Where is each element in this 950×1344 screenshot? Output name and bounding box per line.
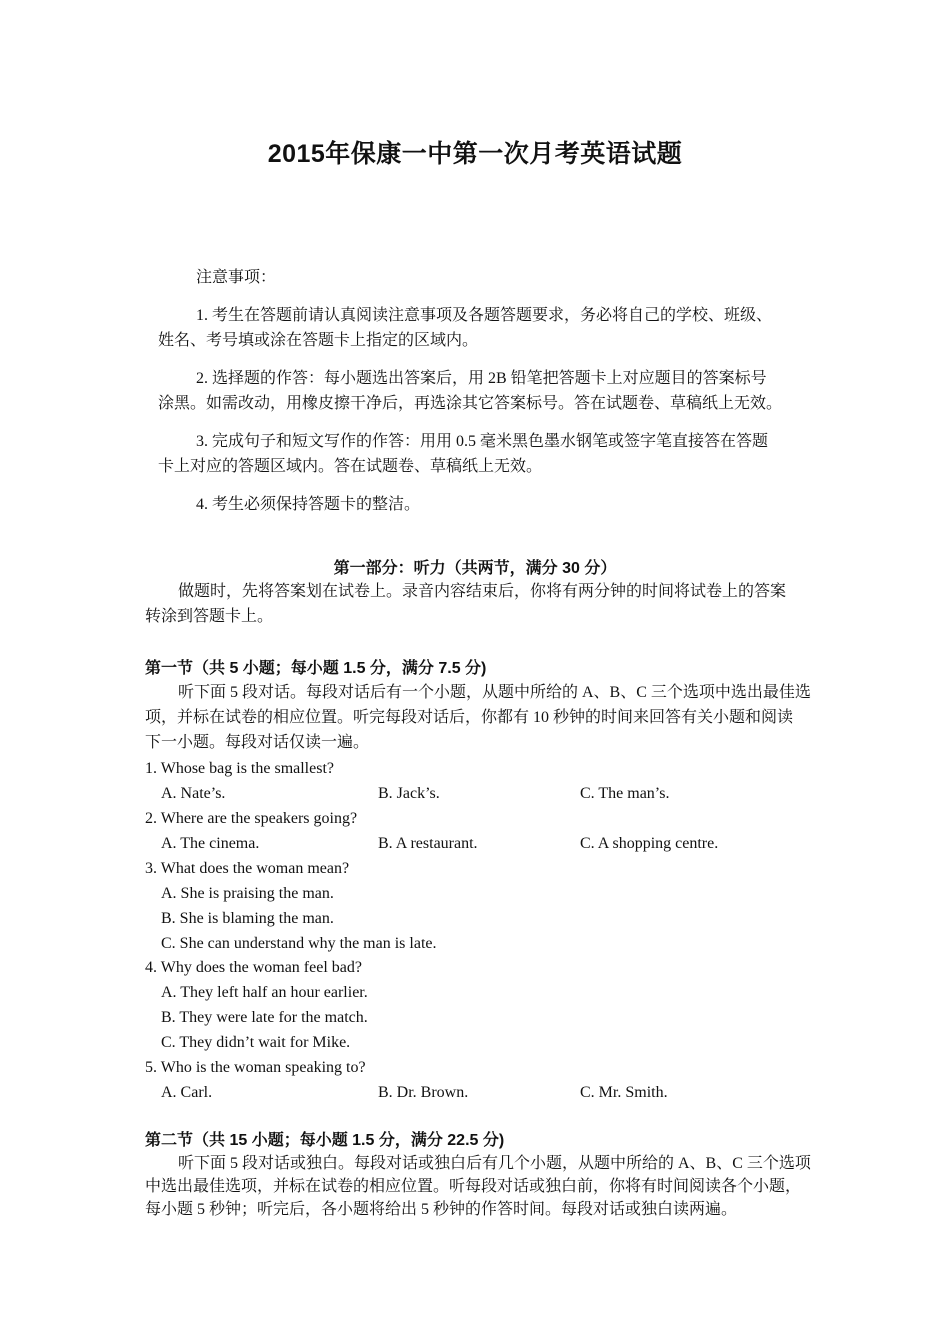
part1-intro-line1: 做题时，先将答案划在试卷上。录音内容结束后，你将有两分钟的时间将试卷上的答案: [178, 583, 787, 600]
section1-heading: 第一节（共 5 小题；每小题 1.5 分，满分 7.5 分): [145, 660, 487, 677]
section2-heading: 第二节（共 15 小题；每小题 1.5 分，满分 22.5 分): [145, 1132, 505, 1149]
section2-intro-line2: 中选出最佳选项，并标在试卷的相应位置。听每段对话或独白前，你将有时间阅读各个小题，: [145, 1178, 802, 1195]
notice-item-4-line1: 4. 考生必须保持答题卡的整洁。: [196, 496, 421, 513]
question-3: 3. What does the woman mean?: [145, 860, 350, 877]
question-2-option-b: B. A restaurant.: [378, 835, 478, 852]
part1-intro-line2: 转涂到答题卡上。: [145, 608, 274, 625]
question-1-option-b: B. Jack’s.: [378, 785, 440, 802]
question-2: 2. Where are the speakers going?: [145, 810, 358, 827]
notice-item-2-line1: 2. 选择题的作答：每小题选出答案后，用 2B 铅笔把答题卡上对应题目的答案标号: [196, 370, 767, 387]
question-5-option-a: A. Carl.: [161, 1084, 213, 1101]
question-1: 1. Whose bag is the smallest?: [145, 760, 334, 777]
question-5-option-b: B. Dr. Brown.: [378, 1084, 469, 1101]
section1-intro-line3: 下一小题。每段对话仅读一遍。: [145, 734, 370, 751]
section1-intro-line1: 听下面 5 段对话。每段对话后有一个小题，从题中所给的 A、B、C 三个选项中选出最佳选: [178, 684, 811, 701]
question-2-option-a: A. The cinema.: [161, 835, 260, 852]
notice-heading: 注意事项：: [196, 269, 277, 286]
section2-intro-line3: 每小题 5 秒钟；听完后，各小题将给出 5 秒钟的作答时间。每段对话或独白读两遍。: [145, 1201, 738, 1218]
section2-intro-line1: 听下面 5 段对话或独白。每段对话或独白后有几个小题，从题中所给的 A、B、C 三个选项: [178, 1155, 811, 1172]
question-4: 4. Why does the woman feel bad?: [145, 959, 362, 976]
question-3-option-c: C. She can understand why the man is late.: [161, 935, 437, 952]
notice-item-3-line1: 3. 完成句子和短文写作的作答：用用 0.5 毫米黑色墨水钢笔或签字笔直接答在答题: [196, 433, 769, 450]
notice-item-3-line2: 卡上对应的答题区域内。答在试题卷、草稿纸上无效。: [158, 458, 543, 475]
question-2-option-c: C. A shopping centre.: [580, 835, 719, 852]
question-4-option-b: B. They were late for the match.: [161, 1009, 368, 1026]
question-4-option-c: C. They didn’t wait for Mike.: [161, 1034, 351, 1051]
notice-item-1-line2: 姓名、考号填或涂在答题卡上指定的区域内。: [158, 332, 479, 349]
question-3-option-b: B. She is blaming the man.: [161, 910, 334, 927]
part1-heading: 第一部分：听力（共两节，满分 30 分）: [333, 560, 617, 577]
question-5: 5. Who is the woman speaking to?: [145, 1059, 366, 1076]
notice-item-2-line2: 涂黑。如需改动，用橡皮擦干净后，再选涂其它答案标号。答在试题卷、草稿纸上无效。: [158, 395, 783, 412]
question-1-option-c: C. The man’s.: [580, 785, 670, 802]
question-4-option-a: A. They left half an hour earlier.: [161, 984, 368, 1001]
notice-item-1-line1: 1. 考生在答题前请认真阅读注意事项及各题答题要求，务必将自己的学校、班级、: [196, 307, 773, 324]
question-3-option-a: A. She is praising the man.: [161, 885, 334, 902]
question-1-option-a: A. Nate’s.: [161, 785, 226, 802]
section1-intro-line2: 项，并标在试卷的相应位置。听完每段对话后，你都有 10 秒钟的时间来回答有关小题和阅读: [145, 709, 794, 726]
question-5-option-c: C. Mr. Smith.: [580, 1084, 668, 1101]
page-title: 2015年保康一中第一次月考英语试题: [267, 140, 683, 168]
